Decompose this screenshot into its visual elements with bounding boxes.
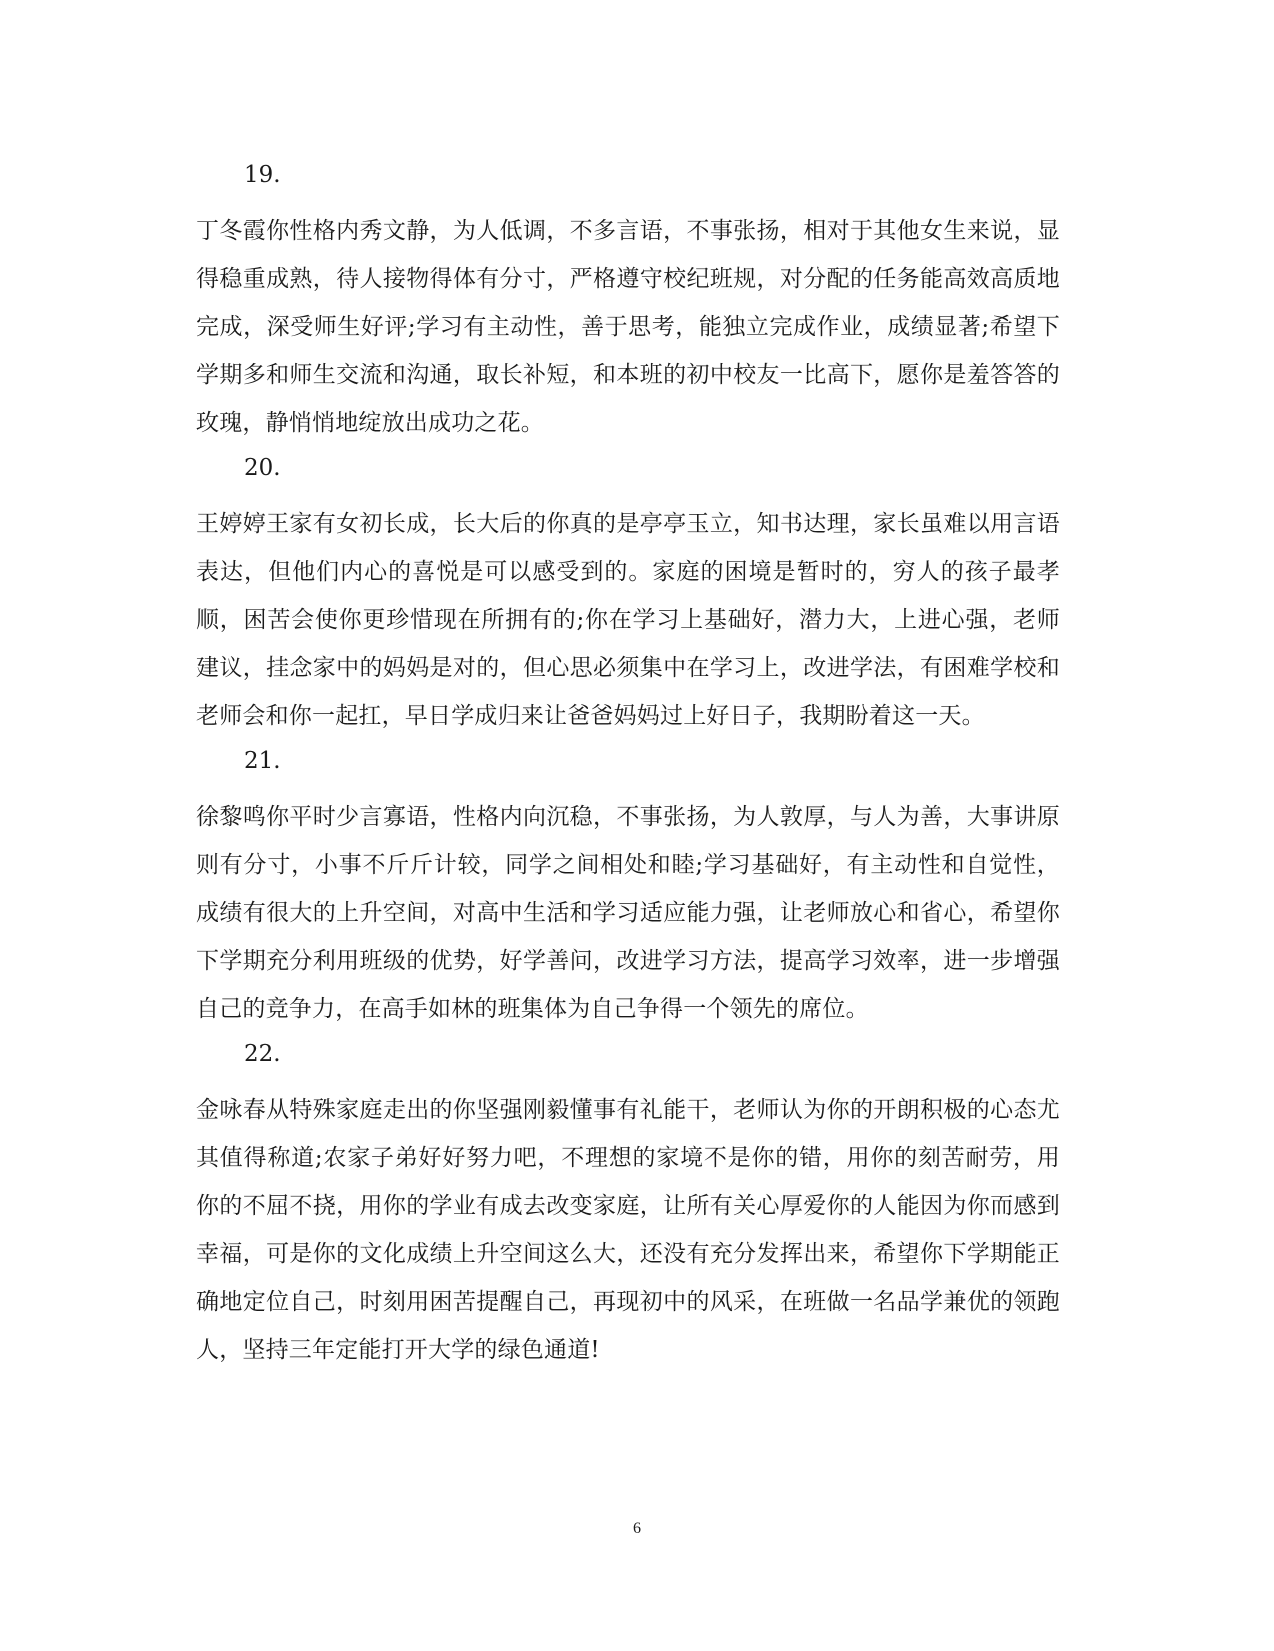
entry-number: 20. xyxy=(244,455,281,481)
entry-21 xyxy=(196,746,1060,1033)
entry-text: 王婷婷王家有女初长成，长大后的你真的是亭亭玉立，知书达理，家长虽难以用言语表达，但他们内心的喜悦是可以感受到的。家庭的困境是暂时的，穷人的孩子最孝顺，困苦会使你更珍惜现在所拥有的;你在学习上基础好，潜力大，上进心强，老师建议，挂念家中的妈妈是对的，但心思必须集中在学习上，改进学法，有困难学校和老师会和你一起扛，早日学成归来让爸爸妈妈过上好日子，我期盼着这一天。 xyxy=(196,511,1060,729)
page-content xyxy=(196,160,1060,1380)
page-number: 6 xyxy=(633,1520,641,1537)
entry-text: 金咏春从特殊家庭走出的你坚强刚毅懂事有礼能干，老师认为你的开朗积极的心态尤其值得称道;农家子弟好好努力吧，不理想的家境不是你的错，用你的刻苦耐劳，用你的不屈不挠，用你的学业有成去改变家庭，让所有关心厚爱你的人能因为你而感到幸福，可是你的文化成绩上升空间这么大，还没有充分发挥出来，希望你下学期能正确地定位自己，时刻用困苦提醒自己，再现初中的风采，在班做一名品学兼优的领跑人，坚持三年定能打开大学的绿色通道! xyxy=(196,1097,1060,1363)
entry-20 xyxy=(196,453,1060,740)
entry-number: 21. xyxy=(244,748,281,774)
entry-number: 19. xyxy=(244,162,281,188)
entry-19 xyxy=(196,160,1060,447)
entry-22 xyxy=(196,1039,1060,1374)
entry-text: 徐黎鸣你平时少言寡语，性格内向沉稳，不事张扬，为人敦厚，与人为善，大事讲原则有分寸，小事不斤斤计较，同学之间相处和睦;学习基础好，有主动性和自觉性，成绩有很大的上升空间，对高中生活和学习适应能力强，让老师放心和省心，希望你下学期充分利用班级的优势，好学善问，改进学习方法，提高学习效率，进一步增强自己的竞争力，在高手如林的班集体为自己争得一个领先的席位。 xyxy=(196,804,1060,1022)
entry-text: 丁冬霞你性格内秀文静，为人低调，不多言语，不事张扬，相对于其他女生来说，显得稳重成熟，待人接物得体有分寸，严格遵守校纪班规，对分配的任务能高效高质地完成，深受师生好评;学习有主动性，善于思考，能独立完成作业，成绩显著;希望下学期多和师生交流和沟通，取长补短，和本班的初中校友一比高下，愿你是羞答答的玫瑰，静悄悄地绽放出成功之花。 xyxy=(196,218,1060,436)
entry-number: 22. xyxy=(244,1041,281,1067)
